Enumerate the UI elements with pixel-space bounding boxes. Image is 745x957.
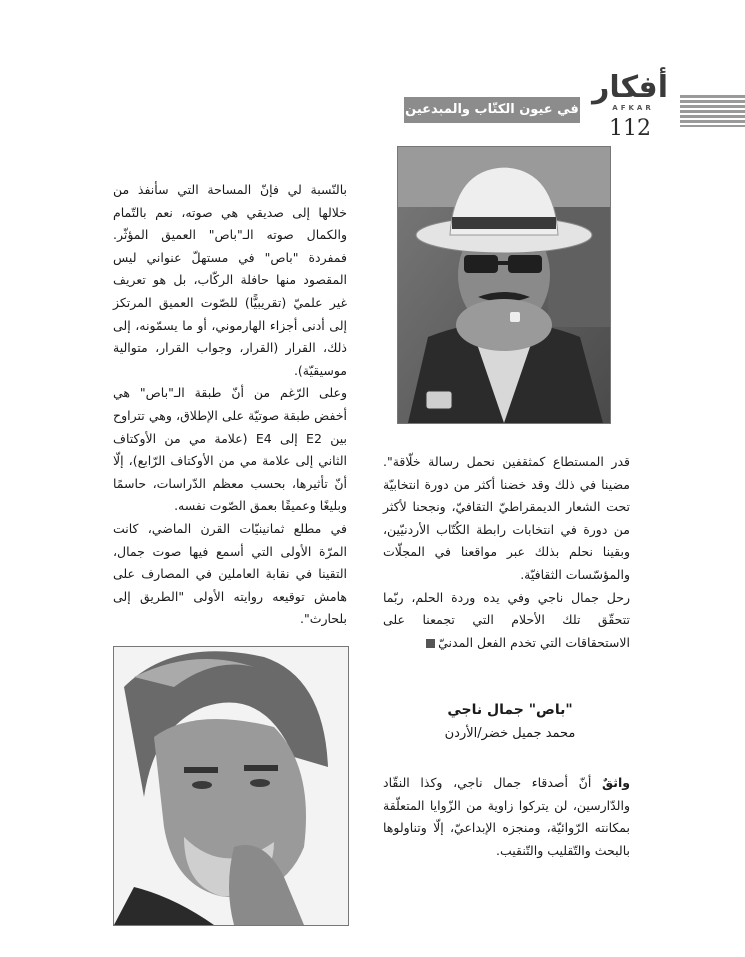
article-title: "باص" جمال ناجي — [447, 702, 573, 718]
right-paragraph-2 — [383, 587, 630, 655]
portrait-photo-hat — [397, 146, 611, 424]
right-paragraph-1: قدر المستطاع كمثقفين نحمل رسالة خلّاقة". مضينا في ذلك وقد خضنا أكثر من دورة انتخابيّة تحت الشعار الديمقراطيّ التقافيّ، ونجحنا لأكثر من دورة في انتخابات رابطة الكُتّاب الأردنيّين، وبقينا نحلم بذلك عبر مواقعنا في المجلّات والمؤسّسات الثقافيّة. — [383, 454, 630, 582]
portrait-photo-thinking — [113, 646, 349, 926]
magazine-logo: أفكار — [592, 70, 668, 105]
article-paragraph-1-text: أنّ أصدقاء جمال ناجي، وكذا النقّاد والدّارسين، لن يتركوا زاوية من الزّوايا المتعلّقة بمكانته الرّوائيّة، ومنجزه الإبداعيّ، إلّا وتناولوها بالبحث والتّقليب والتّنقيب. — [383, 775, 630, 858]
article-lead-word: واثقٌ — [601, 775, 630, 790]
portrait-thinking-image — [114, 647, 348, 925]
left-text-column — [113, 179, 347, 631]
end-mark-icon — [426, 639, 435, 648]
portrait-hat-image — [398, 147, 610, 423]
left-paragraph-2: وعلى الرّغم من أنّ طبقة الـ"باص" هي أخفض طبقة صوتيّة على الإطلاق، وهي تتراوح بين E2 إلى E4 (علامة مي من الأوكتاف الثاني إلى علامة مي من الأوكتاف الرّابع)، إلّا أنّ تأثيرها، بحسب معظم الدّراسات، حاسمًا وبليغًا وعميقًا بعمق الصّوت نفسه. — [113, 385, 347, 514]
left-paragraph-1: بالنّسبة لي فإنّ المساحة التي سأنفذ من خلالها إلى صديقي هي صوته، نعم بالتّمام والكمال صوته الـ"باص" العميق المؤثّر. فمفردة "باص" في مستهلّ عنواني ليس المقصود منها حافلة الركّاب، بل هو تعريف غير علميّ (تقريبيًّا) للصّوت العميق المرتكز إلى أدنى أجزاء الهارموني، أو ما يسمّونه، إلى ذلك، القرار (القرار، وجواب القرار، متوالية موسيقيّة). — [113, 182, 347, 378]
magazine-logo-latin: AFKAR — [612, 104, 654, 112]
article-paragraph-1 — [383, 772, 630, 862]
article-body — [383, 772, 630, 862]
right-text-column — [383, 451, 630, 654]
left-paragraph-3: في مطلع ثمانينيّات القرن الماضي، كانت المرّة الأولى التي أسمع فيها صوت جمال، التقينا في نقابة العاملين في المصارف على هامش توقيعه روايته الأولى "الطريق إلى بلحارث". — [113, 520, 347, 627]
right-paragraph-2-text: رحل جمال ناجي وفي يده وردة الحلم، ربّما تتحقّق تلك الأحلام التي تجمعنا على الاستحقاقات التي تخدم الفعل المدنيّ — [383, 589, 630, 650]
page-number: 112 — [609, 116, 651, 141]
article-byline: محمد جميل خضر/الأردن — [444, 726, 576, 741]
section-banner: في عيون الكتّاب والمبدعين — [404, 97, 580, 123]
header-stripes — [680, 95, 745, 127]
